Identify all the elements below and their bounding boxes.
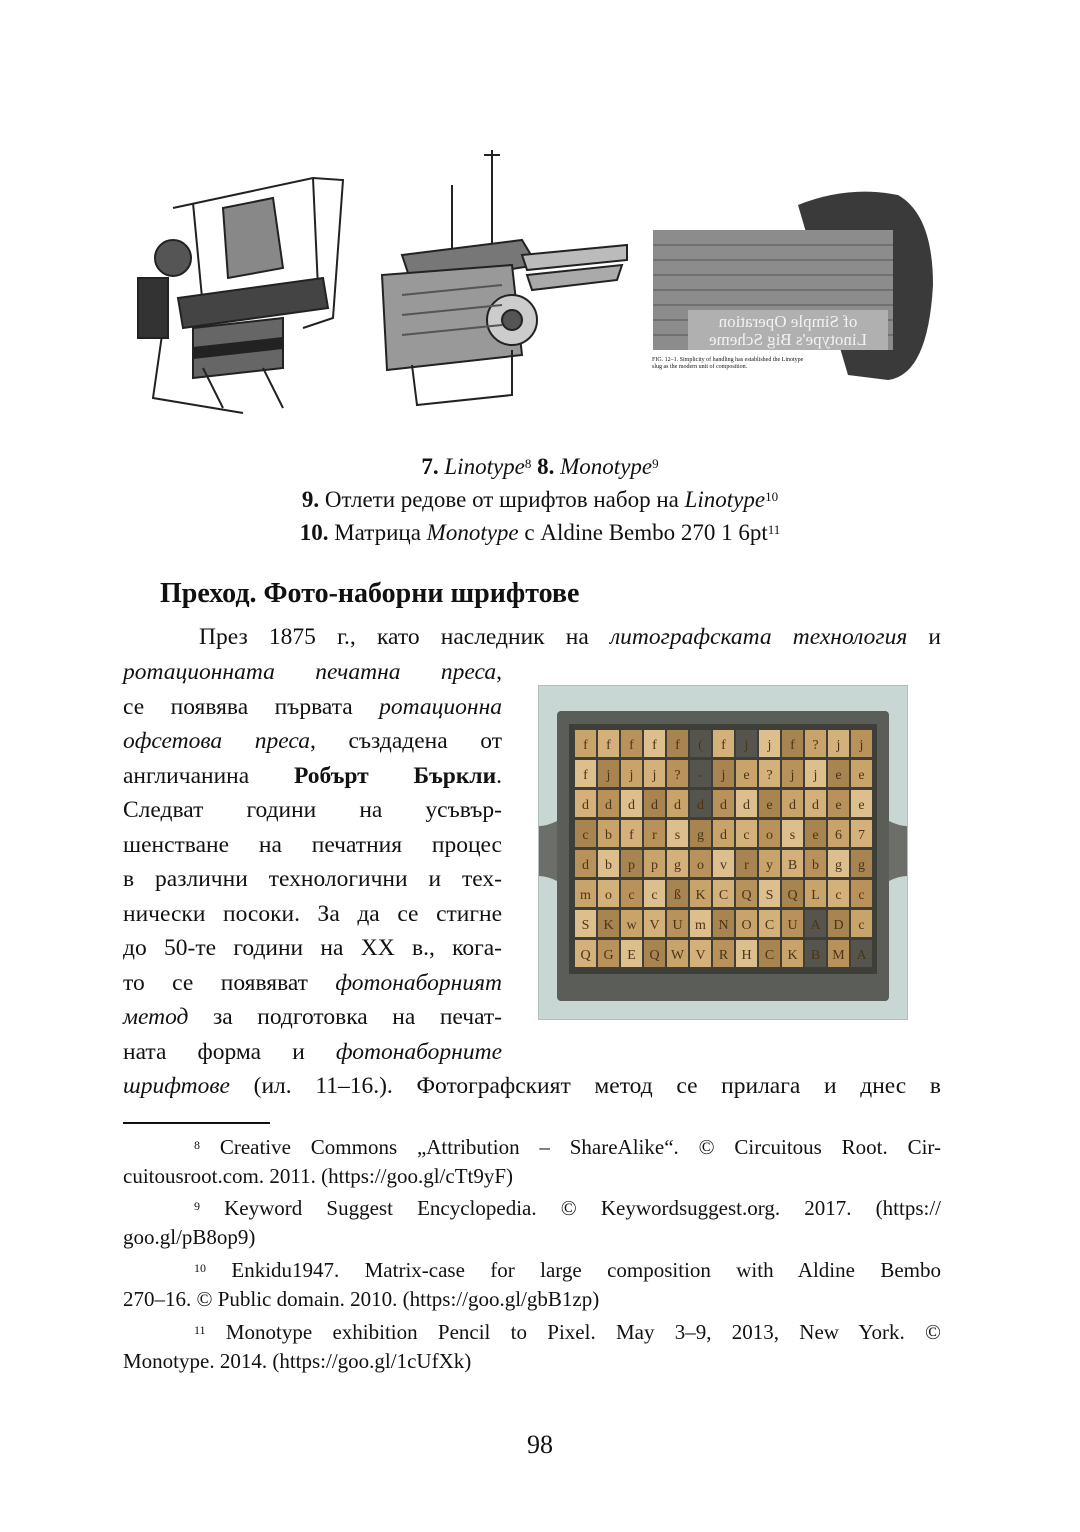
matrix-letter: d [720,798,727,813]
matrix-letter: d [628,798,635,813]
matrix-letter: e [766,798,773,813]
footnote-8: $^8$ Creative Commons „Attribution – ShareAlike“. © Circuitous Root. Cir- cuitousroot.com. 2011. (https://goo.gl/cTt9yF) [123,1135,941,1188]
matrix-letter: g [858,858,865,873]
matrix-letter: A [856,948,867,963]
matrix-letter: C [718,888,729,903]
matrix-letter: d [812,798,819,813]
matrix-letter: b [605,858,612,873]
matrix-letter: Q [741,888,752,903]
matrix-letter: f [606,738,611,753]
slug-photo-caption: FIG. 12–1. Simplicity of handling has established the Linotype slug as the modern unit of composition. [652,357,804,370]
matrix-letter: e [858,798,865,813]
body-column: ротационната печатна преса, се появява първата ротационна офсетова преса, създадена от англичанина Робърт Бъркли. Следват години на усъвър- шенстване на печатния процес в различни технологични и тех- нически посоки. За да се стигне до 50-те години на XX в., кога- то се появяват фотонаборният метод за подготовка на печат- ната форма и фотонаборните [123,659,502,1065]
matrix-letter: 7 [858,828,865,843]
matrix-letter: e [835,768,842,783]
matrix-letter: f [790,738,795,753]
monotype-matrix-case-photo [538,685,908,1020]
matrix-letter: f [629,828,634,843]
matrix-letter: d [651,798,658,813]
matrix-letter: W [670,948,685,963]
matrix-letter: g [697,828,704,843]
matrix-letter: j [744,738,749,753]
matrix-letter: H [741,948,752,963]
matrix-letter: c [858,888,865,903]
matrix-letter: A [810,918,821,933]
matrix-letter: B [810,948,821,963]
matrix-letter: R [718,948,729,963]
matrix-letter: 6 [835,828,842,843]
matrix-letter: f [583,768,588,783]
body-line-1: През 1875 г., като наследник на литографската технология и [199,624,942,650]
matrix-letter: S [581,918,590,933]
matrix-letter: j [836,738,841,753]
matrix-letter: K [787,948,798,963]
matrix-letter: K [695,888,706,903]
matrix-letter: c [858,918,865,933]
section-heading: Преход. Фото-наборни шрифтове [160,578,580,609]
matrix-letter: d [582,798,589,813]
matrix-letter: m [580,888,591,903]
matrix-letter: j [790,768,795,783]
matrix-letter: f [629,738,634,753]
footnote-rule [123,1122,270,1124]
matrix-letter: f [721,738,726,753]
matrix-letter: e [812,828,819,843]
matrix-letter: M [832,948,845,963]
matrix-letter: E [627,948,636,963]
matrix-letter: r [744,858,749,873]
matrix-letter: d [720,828,727,843]
matrix-letter: f [675,738,680,753]
matrix-letter: C [764,918,775,933]
matrix-letter: j [652,768,657,783]
matrix-letter: c [651,888,658,903]
matrix-letter: c [628,888,635,903]
matrix-letter: y [766,858,773,873]
matrix-letter: s [789,828,796,843]
matrix-letter: o [697,858,704,873]
matrix-letter: e [858,768,865,783]
matrix-letter: g [674,858,681,873]
matrix-letter: U [787,918,798,933]
caption-line-2: 9. Отлети редове от шрифтов набор на Linotype$^{10}$ [301,487,779,512]
slug-text-2: Linotype's Big Scheme [709,330,867,349]
matrix-letter: e [743,768,750,783]
matrix-letter: o [766,828,773,843]
matrix-letter: Q [580,948,591,963]
linotype-machine-illustration [133,168,348,423]
matrix-letter: S [765,888,774,903]
matrix-letter: ? [812,738,819,753]
matrix-letter: D [833,918,844,933]
matrix-letter: p [628,858,635,873]
matrix-letter: w [626,918,637,933]
matrix-letter: ? [674,768,681,783]
linotype-slugs-photo [648,185,938,400]
matrix-letter: j [721,768,726,783]
body-line-last: шрифтове (ил. 11–16.). Фотографският метод се прилага и днес в [123,1073,941,1099]
matrix-letter: g [835,858,842,873]
matrix-letter: d [582,858,589,873]
matrix-letter: d [789,798,796,813]
caption-line-3: 10. Матрица Monotype с Aldine Bembo 270 1 $6pt^{11}$ [299,520,781,545]
matrix-letter: b [812,858,819,873]
matrix-letter: c [582,828,589,843]
matrix-letter: j [813,768,818,783]
matrix-letter: d [697,798,704,813]
matrix-letter: c [743,828,750,843]
matrix-letter: c [835,888,842,903]
matrix-letter: Q [649,948,660,963]
slug-text-1: of Simple Operation [718,312,858,331]
matrix-letter: m [695,918,706,933]
matrix-letter: L [811,888,820,903]
footnote-9: $^9$ Keyword Suggest Encyclopedia. © Keywordsuggest.org. 2017. (https:// goo.gl/pB8op9) [123,1196,941,1249]
matrix-letter: b [605,828,612,843]
monotype-machine-illustration [362,145,632,420]
matrix-letter: f [652,738,657,753]
matrix-letter: j [629,768,634,783]
matrix-letter: O [741,918,752,933]
caption-line-1: 7. Linotype$^8$ 8. Monotype$^9$ [421,454,659,479]
matrix-letter: r [652,828,657,843]
matrix-letter: o [605,888,612,903]
footnote-10: $^{10}$ Enkidu1947. Matrix-case for large composition with Aldine Bembo 270–16. © Public domain. 2010. (https://goo.gl/gbB1zp) [123,1258,941,1311]
footnote-11: $^{11}$ Monotype exhibition Pencil to Pixel. May 3–9, 2013, New York. © Monotype. 2014. (https://goo.gl/1cUfXk) [123,1320,941,1373]
matrix-letter: ? [766,768,773,783]
matrix-letter: K [603,918,614,933]
matrix-letter: C [764,948,775,963]
matrix-letter: s [674,828,681,843]
matrix-letter: V [649,918,660,933]
matrix-letter: N [718,918,729,933]
matrix-letter: f [583,738,588,753]
matrix-letter: d [743,798,750,813]
matrix-letter: - [698,768,703,783]
matrix-letter: j [606,768,611,783]
matrix-letter: U [672,918,683,933]
matrix-letter: B [787,858,798,873]
matrix-letter: v [720,858,727,873]
matrix-letter: d [605,798,612,813]
matrix-letter: ( [698,738,703,753]
matrix-letter: j [859,738,864,753]
matrix-letter: j [767,738,772,753]
matrix-letter: ß [674,888,681,903]
matrix-letter: V [695,948,706,963]
page-number: 98 [527,1430,553,1459]
matrix-letter: G [603,948,614,963]
matrix-letter: e [835,798,842,813]
matrix-letter: Q [787,888,798,903]
matrix-letter: d [674,798,681,813]
matrix-letter: p [651,858,658,873]
